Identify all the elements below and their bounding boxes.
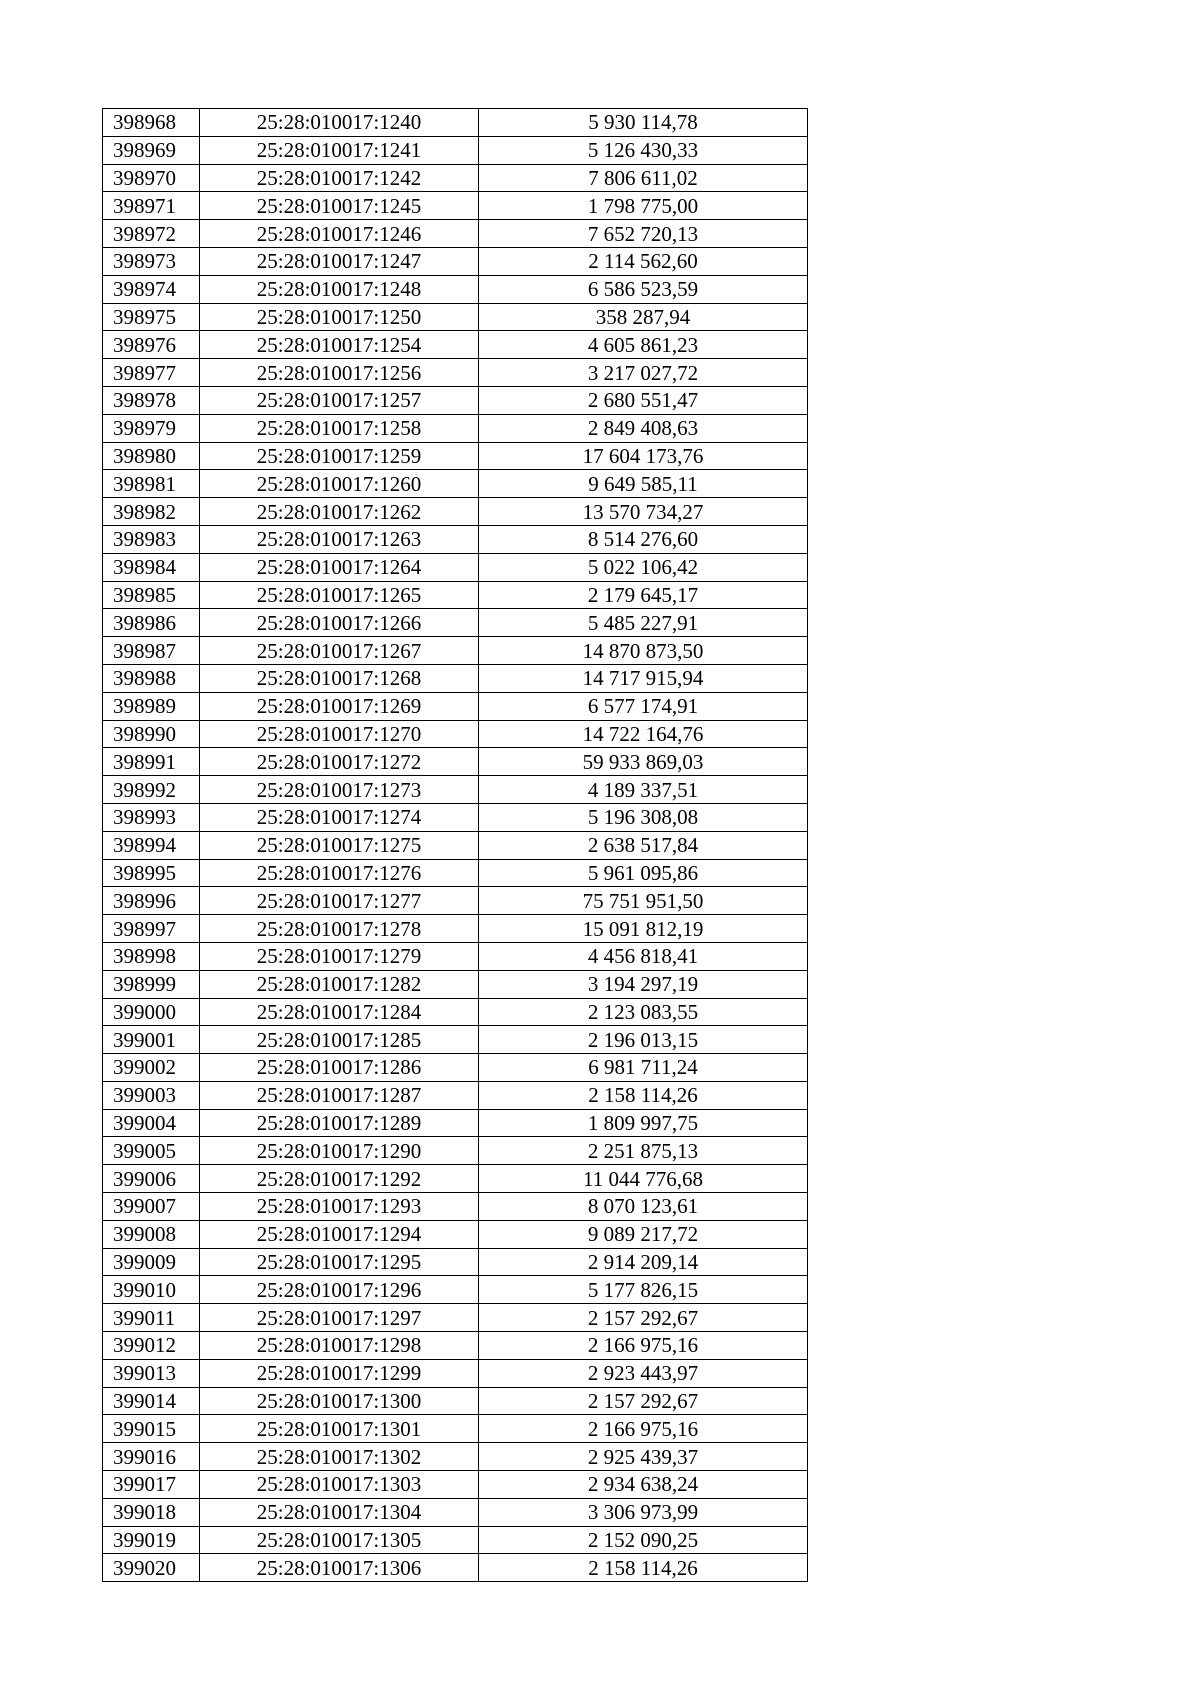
- cadastral-number-cell: 25:28:010017:1305: [200, 1526, 479, 1554]
- cadastral-number-cell: 25:28:010017:1267: [200, 637, 479, 665]
- row-number-cell: 398984: [103, 553, 200, 581]
- cadastral-value-cell: 2 925 439,37: [479, 1443, 808, 1471]
- cadastral-value-cell: 3 194 297,19: [479, 970, 808, 998]
- row-number-cell: 398985: [103, 581, 200, 609]
- cadastral-value-cell: 5 022 106,42: [479, 553, 808, 581]
- table-row: [103, 1137, 808, 1165]
- table-row: [103, 1026, 808, 1054]
- table-row: [103, 1193, 808, 1221]
- cadastral-value-cell: 2 114 562,60: [479, 247, 808, 275]
- row-number-cell: 399012: [103, 1332, 200, 1360]
- table-row: [103, 1471, 808, 1499]
- cadastral-number-cell: 25:28:010017:1262: [200, 498, 479, 526]
- table-row: [103, 1526, 808, 1554]
- cadastral-number-cell: 25:28:010017:1241: [200, 136, 479, 164]
- cadastral-number-cell: 25:28:010017:1260: [200, 470, 479, 498]
- table-row: [103, 164, 808, 192]
- table-row: [103, 442, 808, 470]
- row-number-cell: 398976: [103, 331, 200, 359]
- row-number-cell: 398998: [103, 942, 200, 970]
- table-row: [103, 915, 808, 943]
- cadastral-value-cell: 7 806 611,02: [479, 164, 808, 192]
- row-number-cell: 398969: [103, 136, 200, 164]
- cadastral-value-cell: 11 044 776,68: [479, 1165, 808, 1193]
- table-row: [103, 220, 808, 248]
- table-row: [103, 136, 808, 164]
- cadastral-number-cell: 25:28:010017:1298: [200, 1332, 479, 1360]
- cadastral-number-cell: 25:28:010017:1246: [200, 220, 479, 248]
- cadastral-value-cell: 15 091 812,19: [479, 915, 808, 943]
- cadastral-number-cell: 25:28:010017:1268: [200, 664, 479, 692]
- table-row: [103, 498, 808, 526]
- cadastral-value-cell: 14 870 873,50: [479, 637, 808, 665]
- cadastral-number-cell: 25:28:010017:1301: [200, 1415, 479, 1443]
- table-row: [103, 581, 808, 609]
- cadastral-value-cell: 5 961 095,86: [479, 859, 808, 887]
- row-number-cell: 398973: [103, 247, 200, 275]
- cadastral-value-cell: 5 485 227,91: [479, 609, 808, 637]
- cadastral-number-cell: 25:28:010017:1247: [200, 247, 479, 275]
- table-row: [103, 1387, 808, 1415]
- row-number-cell: 398979: [103, 414, 200, 442]
- table-row: [103, 275, 808, 303]
- cadastral-value-cell: 5 930 114,78: [479, 109, 808, 137]
- row-number-cell: 398988: [103, 664, 200, 692]
- row-number-cell: 398975: [103, 303, 200, 331]
- row-number-cell: 398981: [103, 470, 200, 498]
- cadastral-value-cell: 2 158 114,26: [479, 1554, 808, 1582]
- row-number-cell: 399004: [103, 1109, 200, 1137]
- row-number-cell: 398986: [103, 609, 200, 637]
- cadastral-number-cell: 25:28:010017:1266: [200, 609, 479, 637]
- cadastral-number-cell: 25:28:010017:1293: [200, 1193, 479, 1221]
- cadastral-number-cell: 25:28:010017:1284: [200, 998, 479, 1026]
- cadastral-number-cell: 25:28:010017:1264: [200, 553, 479, 581]
- cadastral-number-cell: 25:28:010017:1304: [200, 1498, 479, 1526]
- cadastral-number-cell: 25:28:010017:1258: [200, 414, 479, 442]
- row-number-cell: 398992: [103, 776, 200, 804]
- cadastral-value-cell: 6 981 711,24: [479, 1054, 808, 1082]
- table-row: [103, 887, 808, 915]
- table-row: [103, 1081, 808, 1109]
- cadastral-number-cell: 25:28:010017:1248: [200, 275, 479, 303]
- cadastral-value-cell: 358 287,94: [479, 303, 808, 331]
- table-row: [103, 1498, 808, 1526]
- row-number-cell: 398968: [103, 109, 200, 137]
- cadastral-number-cell: 25:28:010017:1275: [200, 831, 479, 859]
- table-row: [103, 1248, 808, 1276]
- row-number-cell: 399000: [103, 998, 200, 1026]
- cadastral-value-cell: 3 306 973,99: [479, 1498, 808, 1526]
- table-row: [103, 803, 808, 831]
- table-row: [103, 692, 808, 720]
- cadastral-value-cell: 5 196 308,08: [479, 803, 808, 831]
- cadastral-number-cell: 25:28:010017:1257: [200, 386, 479, 414]
- row-number-cell: 399007: [103, 1193, 200, 1221]
- cadastral-number-cell: 25:28:010017:1297: [200, 1304, 479, 1332]
- cadastral-value-cell: 2 157 292,67: [479, 1387, 808, 1415]
- table-row: [103, 1304, 808, 1332]
- table-row: [103, 1109, 808, 1137]
- cadastral-number-cell: 25:28:010017:1272: [200, 748, 479, 776]
- cadastral-number-cell: 25:28:010017:1270: [200, 720, 479, 748]
- cadastral-value-cell: 2 251 875,13: [479, 1137, 808, 1165]
- cadastral-value-cell: 2 158 114,26: [479, 1081, 808, 1109]
- table-row: [103, 1443, 808, 1471]
- cadastral-number-cell: 25:28:010017:1279: [200, 942, 479, 970]
- row-number-cell: 399006: [103, 1165, 200, 1193]
- row-number-cell: 398995: [103, 859, 200, 887]
- row-number-cell: 398980: [103, 442, 200, 470]
- row-number-cell: 399001: [103, 1026, 200, 1054]
- row-number-cell: 399011: [103, 1304, 200, 1332]
- table-row: [103, 1165, 808, 1193]
- table-row: [103, 414, 808, 442]
- cadastral-value-cell: 2 123 083,55: [479, 998, 808, 1026]
- table-row: [103, 1415, 808, 1443]
- table-row: [103, 1220, 808, 1248]
- row-number-cell: 398974: [103, 275, 200, 303]
- table-row: [103, 942, 808, 970]
- table-row: [103, 247, 808, 275]
- cadastral-value-cell: 2 923 443,97: [479, 1359, 808, 1387]
- table-row: [103, 109, 808, 137]
- table-row: [103, 859, 808, 887]
- cadastral-number-cell: 25:28:010017:1290: [200, 1137, 479, 1165]
- cadastral-number-cell: 25:28:010017:1278: [200, 915, 479, 943]
- cadastral-number-cell: 25:28:010017:1289: [200, 1109, 479, 1137]
- cadastral-number-cell: 25:28:010017:1245: [200, 192, 479, 220]
- cadastral-value-table: [102, 108, 808, 1582]
- row-number-cell: 398970: [103, 164, 200, 192]
- row-number-cell: 399002: [103, 1054, 200, 1082]
- row-number-cell: 399015: [103, 1415, 200, 1443]
- table-row: [103, 386, 808, 414]
- row-number-cell: 398971: [103, 192, 200, 220]
- cadastral-value-cell: 2 934 638,24: [479, 1471, 808, 1499]
- cadastral-value-cell: 6 577 174,91: [479, 692, 808, 720]
- table-body: [103, 109, 808, 1582]
- cadastral-number-cell: 25:28:010017:1300: [200, 1387, 479, 1415]
- table-row: [103, 470, 808, 498]
- cadastral-number-cell: 25:28:010017:1282: [200, 970, 479, 998]
- cadastral-number-cell: 25:28:010017:1240: [200, 109, 479, 137]
- cadastral-number-cell: 25:28:010017:1306: [200, 1554, 479, 1582]
- cadastral-number-cell: 25:28:010017:1295: [200, 1248, 479, 1276]
- cadastral-number-cell: 25:28:010017:1254: [200, 331, 479, 359]
- cadastral-value-cell: 4 456 818,41: [479, 942, 808, 970]
- cadastral-value-cell: 4 189 337,51: [479, 776, 808, 804]
- cadastral-number-cell: 25:28:010017:1303: [200, 1471, 479, 1499]
- cadastral-value-cell: 75 751 951,50: [479, 887, 808, 915]
- table-row: [103, 748, 808, 776]
- row-number-cell: 398977: [103, 359, 200, 387]
- row-number-cell: 398991: [103, 748, 200, 776]
- table-row: [103, 720, 808, 748]
- cadastral-number-cell: 25:28:010017:1302: [200, 1443, 479, 1471]
- cadastral-number-cell: 25:28:010017:1259: [200, 442, 479, 470]
- row-number-cell: 399013: [103, 1359, 200, 1387]
- cadastral-number-cell: 25:28:010017:1274: [200, 803, 479, 831]
- table-row: [103, 664, 808, 692]
- table-row: [103, 609, 808, 637]
- cadastral-value-cell: 13 570 734,27: [479, 498, 808, 526]
- cadastral-value-cell: 9 089 217,72: [479, 1220, 808, 1248]
- table-row: [103, 998, 808, 1026]
- cadastral-number-cell: 25:28:010017:1277: [200, 887, 479, 915]
- cadastral-number-cell: 25:28:010017:1256: [200, 359, 479, 387]
- cadastral-value-cell: 14 717 915,94: [479, 664, 808, 692]
- table-row: [103, 1276, 808, 1304]
- table-row: [103, 1054, 808, 1082]
- cadastral-value-cell: 5 126 430,33: [479, 136, 808, 164]
- table-row: [103, 192, 808, 220]
- cadastral-value-cell: 7 652 720,13: [479, 220, 808, 248]
- row-number-cell: 398982: [103, 498, 200, 526]
- cadastral-value-cell: 2 914 209,14: [479, 1248, 808, 1276]
- row-number-cell: 399018: [103, 1498, 200, 1526]
- row-number-cell: 398978: [103, 386, 200, 414]
- cadastral-number-cell: 25:28:010017:1286: [200, 1054, 479, 1082]
- row-number-cell: 398987: [103, 637, 200, 665]
- row-number-cell: 398994: [103, 831, 200, 859]
- row-number-cell: 398993: [103, 803, 200, 831]
- row-number-cell: 399003: [103, 1081, 200, 1109]
- cadastral-number-cell: 25:28:010017:1276: [200, 859, 479, 887]
- cadastral-number-cell: 25:28:010017:1250: [200, 303, 479, 331]
- table-row: [103, 359, 808, 387]
- row-number-cell: 398990: [103, 720, 200, 748]
- table-row: [103, 1359, 808, 1387]
- row-number-cell: 398989: [103, 692, 200, 720]
- cadastral-number-cell: 25:28:010017:1294: [200, 1220, 479, 1248]
- cadastral-value-cell: 2 196 013,15: [479, 1026, 808, 1054]
- row-number-cell: 398983: [103, 525, 200, 553]
- cadastral-value-cell: 2 638 517,84: [479, 831, 808, 859]
- cadastral-value-cell: 1 809 997,75: [479, 1109, 808, 1137]
- row-number-cell: 398972: [103, 220, 200, 248]
- row-number-cell: 399005: [103, 1137, 200, 1165]
- cadastral-number-cell: 25:28:010017:1265: [200, 581, 479, 609]
- cadastral-value-cell: 2 179 645,17: [479, 581, 808, 609]
- cadastral-number-cell: 25:28:010017:1269: [200, 692, 479, 720]
- row-number-cell: 399017: [103, 1471, 200, 1499]
- table-row: [103, 970, 808, 998]
- cadastral-value-cell: 59 933 869,03: [479, 748, 808, 776]
- row-number-cell: 399008: [103, 1220, 200, 1248]
- cadastral-value-cell: 2 157 292,67: [479, 1304, 808, 1332]
- table-row: [103, 525, 808, 553]
- cadastral-value-cell: 2 152 090,25: [479, 1526, 808, 1554]
- cadastral-number-cell: 25:28:010017:1273: [200, 776, 479, 804]
- cadastral-number-cell: 25:28:010017:1242: [200, 164, 479, 192]
- row-number-cell: 398997: [103, 915, 200, 943]
- table-row: [103, 331, 808, 359]
- row-number-cell: 398999: [103, 970, 200, 998]
- cadastral-value-cell: 3 217 027,72: [479, 359, 808, 387]
- cadastral-number-cell: 25:28:010017:1296: [200, 1276, 479, 1304]
- cadastral-number-cell: 25:28:010017:1292: [200, 1165, 479, 1193]
- table-row: [103, 553, 808, 581]
- table-row: [103, 1554, 808, 1582]
- cadastral-value-cell: 4 605 861,23: [479, 331, 808, 359]
- table-row: [103, 831, 808, 859]
- row-number-cell: 399014: [103, 1387, 200, 1415]
- cadastral-value-cell: 14 722 164,76: [479, 720, 808, 748]
- cadastral-number-cell: 25:28:010017:1299: [200, 1359, 479, 1387]
- cadastral-value-cell: 8 070 123,61: [479, 1193, 808, 1221]
- cadastral-value-cell: 2 166 975,16: [479, 1415, 808, 1443]
- row-number-cell: 399009: [103, 1248, 200, 1276]
- cadastral-value-cell: 1 798 775,00: [479, 192, 808, 220]
- row-number-cell: 399019: [103, 1526, 200, 1554]
- cadastral-number-cell: 25:28:010017:1285: [200, 1026, 479, 1054]
- cadastral-number-cell: 25:28:010017:1287: [200, 1081, 479, 1109]
- cadastral-value-cell: 5 177 826,15: [479, 1276, 808, 1304]
- cadastral-value-cell: 2 849 408,63: [479, 414, 808, 442]
- cadastral-number-cell: 25:28:010017:1263: [200, 525, 479, 553]
- cadastral-value-cell: 6 586 523,59: [479, 275, 808, 303]
- row-number-cell: 399020: [103, 1554, 200, 1582]
- cadastral-value-cell: 17 604 173,76: [479, 442, 808, 470]
- table-row: [103, 303, 808, 331]
- cadastral-value-cell: 2 680 551,47: [479, 386, 808, 414]
- table-row: [103, 776, 808, 804]
- table-row: [103, 637, 808, 665]
- row-number-cell: 399010: [103, 1276, 200, 1304]
- row-number-cell: 398996: [103, 887, 200, 915]
- row-number-cell: 399016: [103, 1443, 200, 1471]
- cadastral-value-cell: 2 166 975,16: [479, 1332, 808, 1360]
- cadastral-value-cell: 8 514 276,60: [479, 525, 808, 553]
- cadastral-value-cell: 9 649 585,11: [479, 470, 808, 498]
- table-row: [103, 1332, 808, 1360]
